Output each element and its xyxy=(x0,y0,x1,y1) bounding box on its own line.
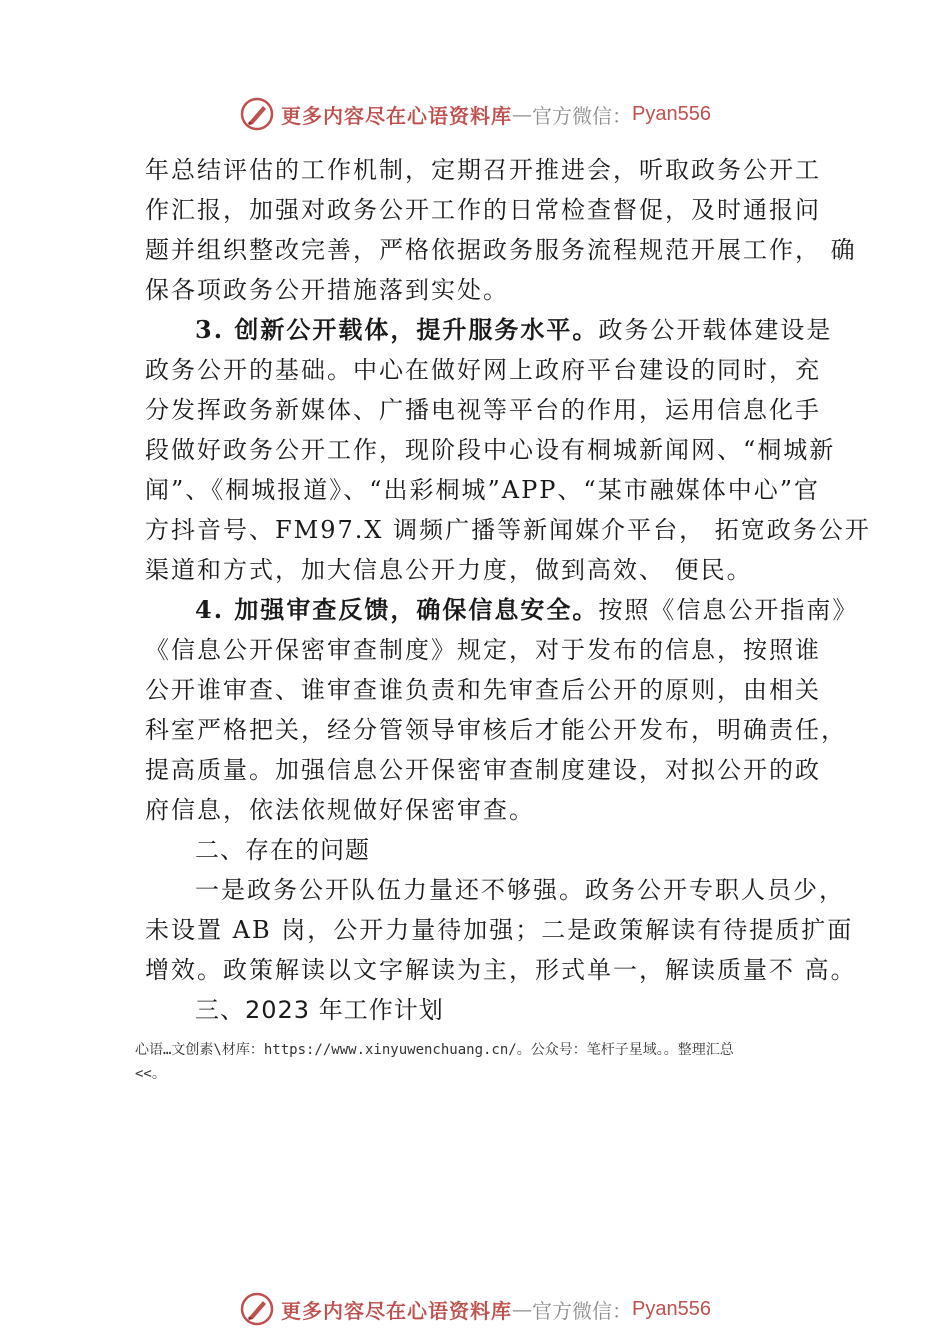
paragraph-3-title: 3. 创新公开载体，提升服务水平。 xyxy=(195,315,599,344)
paragraph-line: 渠道和方式，加大信息公开力度，做到高效、 便民。 xyxy=(145,556,753,584)
paragraph-line: 一是政务公开队伍力量还不够强。政务公开专职人员少， xyxy=(195,876,845,904)
paragraph-line: 分发挥政务新媒体、广播电视等平台的作用，运用信息化手 xyxy=(145,396,821,424)
document-body xyxy=(145,150,871,1030)
paragraph-line: 未设置 AB 岗，公开力量待加强；二是政策解读有待提质扩面 xyxy=(145,916,854,944)
watermark-official: 官方微信： xyxy=(532,103,633,128)
paragraph-line: 保各项政务公开措施落到实处。 xyxy=(145,276,509,304)
paragraph-line: 公开谁审查、谁审查谁负责和先审查后公开的原则，由相关 xyxy=(145,676,821,704)
source-note xyxy=(135,1038,835,1086)
watermark-official: 官方微信： xyxy=(532,1298,633,1323)
watermark-brand: 更多内容尽在心语资料库 xyxy=(281,1298,513,1323)
paragraph-4-lead: 按照《信息公开指南》 xyxy=(598,596,859,624)
paragraph-line: 方抖音号、FM97.X 调频广播等新闻媒介平台， 拓宽政务公开 xyxy=(145,516,871,544)
paragraph-line: 闻”、《桐城报道》、“出彩桐城”APP、“某市融媒体中心”官 xyxy=(145,476,820,504)
footer-watermark xyxy=(0,1287,950,1331)
paragraph-line: 题并组织整改完善，严格依据政务服务流程规范开展工作， 确 xyxy=(145,236,857,264)
paragraph-line: 段做好政务公开工作，现阶段中心设有桐城新闻网、“桐城新 xyxy=(145,436,836,464)
paragraph-3-first-line xyxy=(145,310,835,350)
watermark-separator: — xyxy=(512,102,533,126)
pen-logo-icon xyxy=(239,96,275,132)
source-note-line: <<。 xyxy=(135,1066,166,1082)
paragraph-4-title: 4. 加强审查反馈，确保信息安全。 xyxy=(195,595,599,624)
watermark-separator: — xyxy=(512,1297,533,1321)
source-note-line: 心语…文创素\材库：https://www.xinyuwenchuang.cn/。公众号：笔杆子星域。。整理汇总 xyxy=(135,1042,734,1058)
paragraph-line: 增效。政策解读以文字解读为主，形式单一，解读质量不 高。 xyxy=(145,956,857,984)
paragraph-line: 府信息，依法依规做好保密审查。 xyxy=(145,796,535,824)
pen-logo-icon xyxy=(239,1291,275,1327)
section-heading-problems: 二、存在的问题 xyxy=(195,836,370,864)
section-heading-plan: 三、2023 年工作计划 xyxy=(195,996,444,1024)
watermark-brand: 更多内容尽在心语资料库 xyxy=(281,103,513,128)
paragraph-3-lead: 政务公开载体建设是 xyxy=(598,316,833,344)
paragraph-line: 科室严格把关，经分管领导审核后才能公开发布，明确责任， xyxy=(145,716,847,744)
header-watermark xyxy=(0,92,950,136)
paragraph-line: 提高质量。加强信息公开保密审查制度建设，对拟公开的政 xyxy=(145,756,821,784)
paragraph-line: 《信息公开保密审查制度》规定，对于发布的信息，按照谁 xyxy=(145,636,821,664)
watermark-account: Pyan556 xyxy=(632,1297,711,1320)
watermark-account: Pyan556 xyxy=(632,102,711,125)
paragraph-line: 年总结评估的工作机制，定期召开推进会，听取政务公开工 xyxy=(145,156,821,184)
paragraph-line: 政务公开的基础。中心在做好网上政府平台建设的同时，充 xyxy=(145,356,821,384)
paragraph-4-first-line xyxy=(145,590,859,630)
paragraph-line: 作汇报，加强对政务公开工作的日常检查督促，及时通报问 xyxy=(145,196,821,224)
